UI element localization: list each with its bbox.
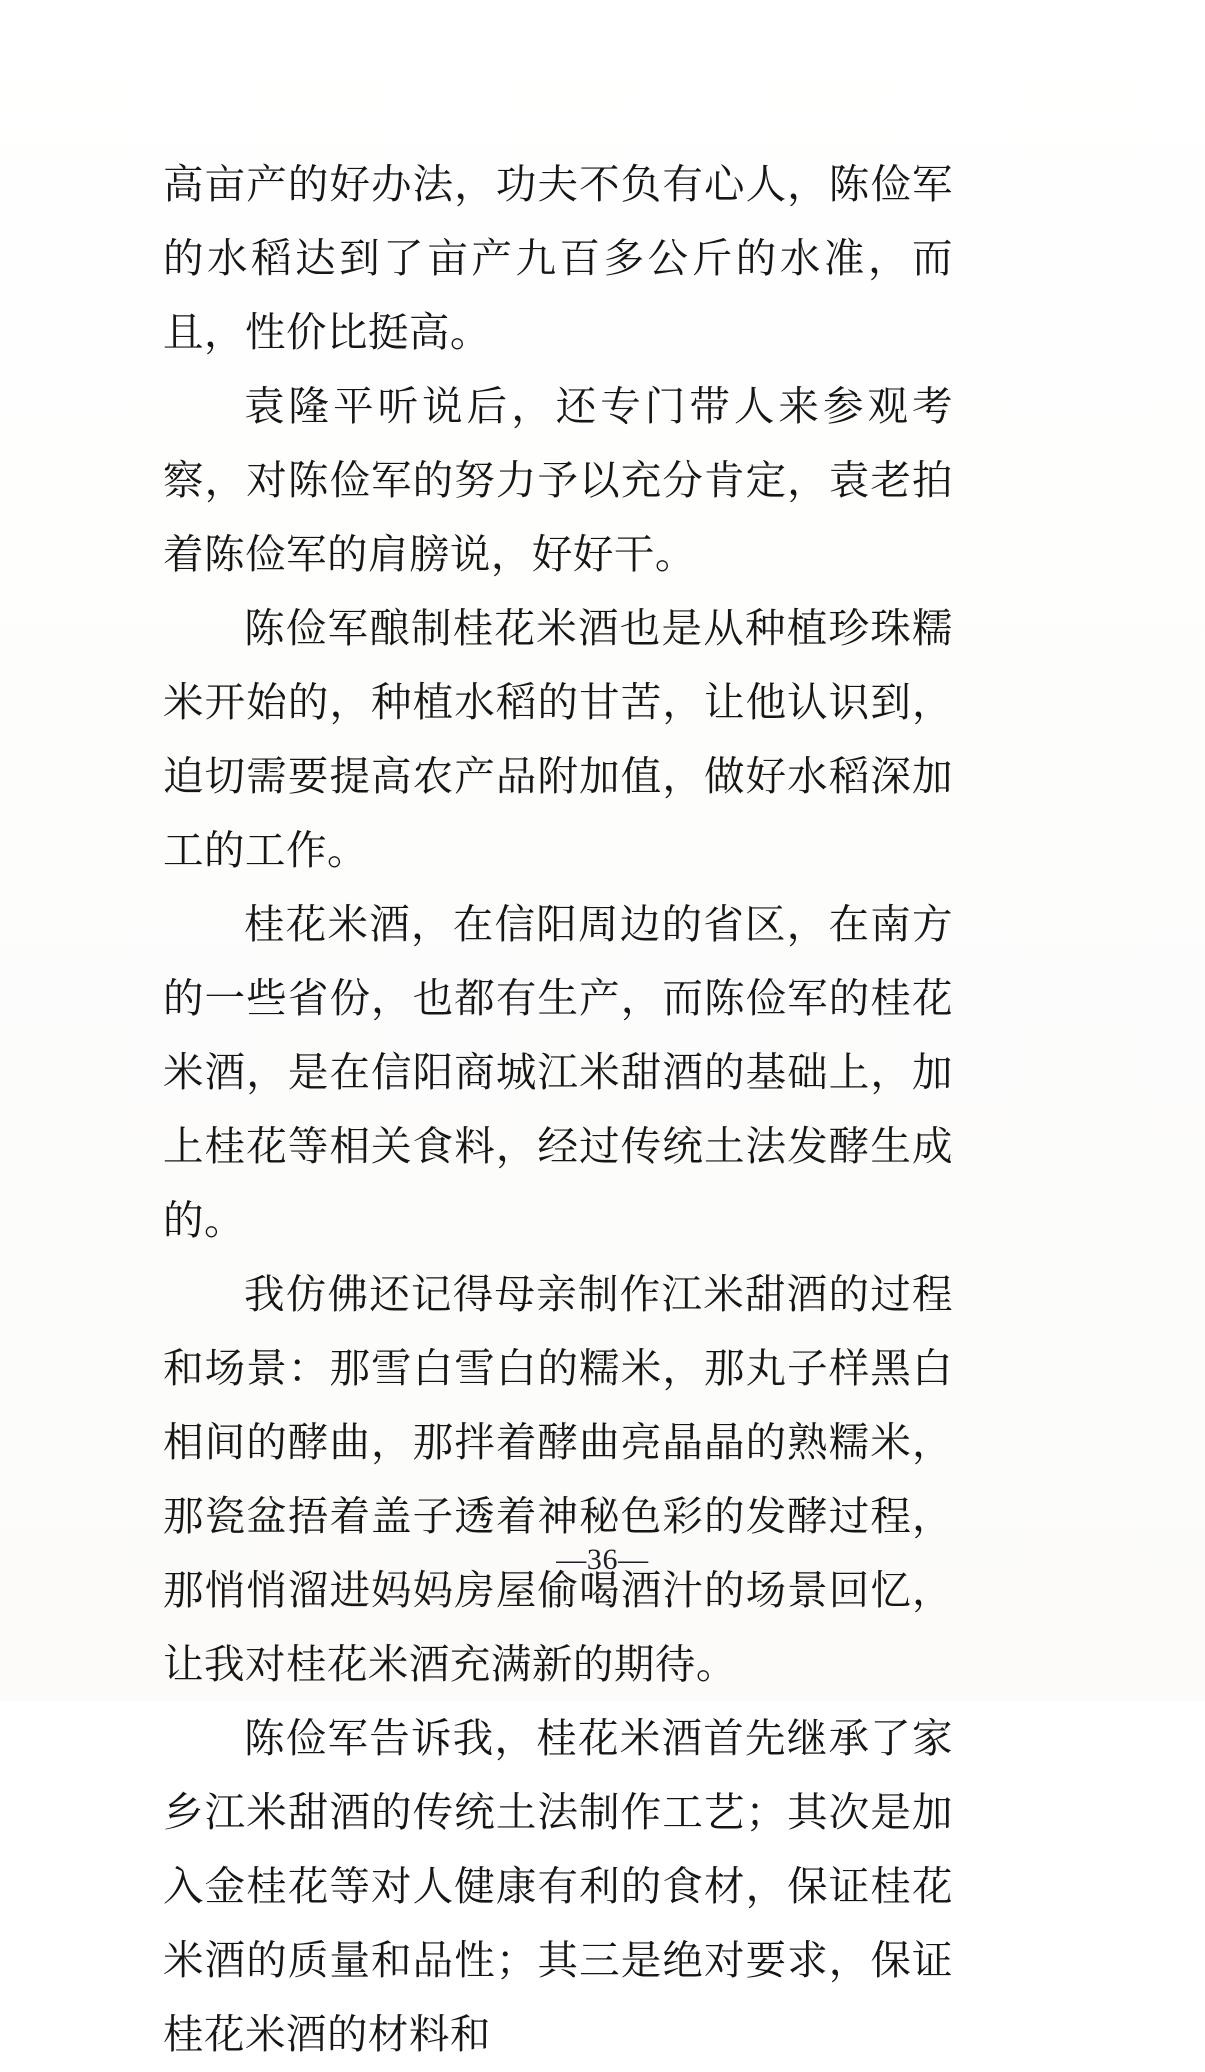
paragraph-5: 我仿佛还记得母亲制作江米甜酒的过程和场景：那雪白雪白的糯米，那丸子样黑白相间的酵曲，那拌着酵曲亮晶晶的熟糯米，那瓷盆捂着盖子透着神秘色彩的发酵过程，那悄悄溜进妈妈房屋偷喝酒汁的场景回忆，让我对桂花米酒充满新的期待。 [163, 1272, 953, 1687]
paragraph-2: 袁隆平听说后，还专门带人来参观考察，对陈俭军的努力予以充分肯定，袁老拍着陈俭军的肩膀说，好好干。 [163, 384, 953, 577]
paragraph-3: 陈俭军酿制桂花米酒也是从种植珍珠糯米开始的，种植水稻的甘苦，让他认识到，迫切需要提高农产品附加值，做好水稻深加工的工作。 [163, 606, 953, 873]
paragraph-6: 陈俭军告诉我，桂花米酒首先继承了家乡江米甜酒的传统土法制作工艺；其次是加入金桂花等对人健康有利的食材，保证桂花米酒的质量和品性；其三是绝对要求，保证桂花米酒的材料和 [163, 1716, 953, 2057]
page-number: —36— [556, 1543, 649, 1576]
paragraph-1: 高亩产的好办法，功夫不负有心人，陈俭军的水稻达到了亩产九百多公斤的水准，而且，性价比挺高。 [163, 162, 953, 355]
paragraph-4: 桂花米酒，在信阳周边的省区，在南方的一些省份，也都有生产，而陈俭军的桂花米酒，是在信阳商城江米甜酒的基础上，加上桂花等相关食料，经过传统土法发酵生成的。 [163, 902, 953, 1243]
body-text-column [163, 148, 953, 2072]
